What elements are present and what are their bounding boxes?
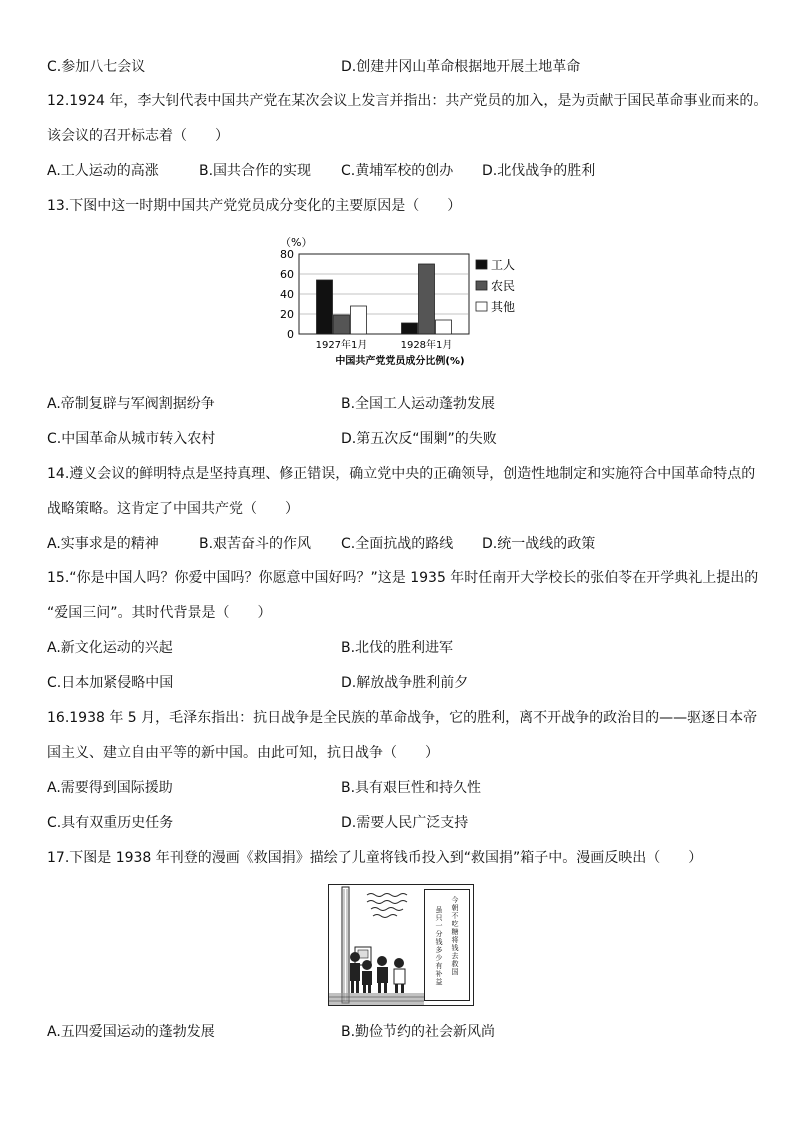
cartoon-text-col2: 虽只一分钱多少有补益	[435, 906, 443, 986]
q17-option-b: B.勤俭节约的社会新风尚	[341, 1024, 496, 1040]
q16-option-c: C.具有双重历史任务	[47, 815, 174, 831]
q11-option-c: C.参加八七会议	[47, 59, 146, 75]
chart-title: 中国共产党党员成分比例(%)	[335, 356, 465, 367]
y-tick-label: 80	[280, 248, 294, 261]
q15-option-c: C.日本加紧侵略中国	[47, 675, 174, 691]
q16-stem-line2: 国主义、建立自由平等的新中国。由此可知，抗日战争（ ）	[47, 745, 439, 761]
q15-option-b: B.北伐的胜利进军	[341, 640, 454, 656]
q12-option-a: A.工人运动的高涨	[47, 163, 159, 179]
bar-其他-1927年1月	[351, 306, 367, 334]
q15-stem-line2: “爱国三问”。其时代背景是（ ）	[47, 605, 272, 621]
q12-stem-line2: 该会议的召开标志着（ ）	[47, 128, 229, 144]
q11-option-d: D.创建井冈山革命根据地开展土地革命	[341, 59, 581, 75]
q13-option-c: C.中国革命从城市转入农村	[47, 431, 216, 447]
party-membership-chart	[270, 230, 530, 370]
q17-stem: 17.下图是 1938 年刊登的漫画《救国捐》描绘了儿童将钱币投入到“救国捐”箱子中。漫画反映出（ ）	[47, 850, 703, 866]
legend-swatch	[476, 260, 487, 269]
y-tick-label: 60	[280, 268, 294, 281]
q15-option-d: D.解放战争胜利前夕	[341, 675, 469, 691]
y-tick-label: 0	[287, 328, 294, 341]
x-tick-label: 1927年1月	[315, 340, 368, 351]
q14-option-d: D.统一战线的政策	[482, 536, 596, 552]
q14-option-a: A.实事求是的精神	[47, 536, 159, 552]
chart-ylabel: （%）	[280, 236, 313, 249]
q13-option-a: A.帝制复辟与军阀割据纷争	[47, 396, 215, 412]
cartoon-text-col1: 今朝不吃糖将钱去救国	[451, 896, 459, 976]
y-tick-label: 40	[280, 288, 294, 301]
q16-option-b: B.具有艰巨性和持久性	[341, 780, 482, 796]
q14-stem-line1: 14.遵义会议的鲜明特点是坚持真理、修正错误，确立党中央的正确领导，创造性地制定和实施符合中国革命特点的	[47, 466, 756, 482]
cartoon-drawing	[329, 885, 424, 1005]
y-tick-label: 20	[280, 308, 294, 321]
bar-其他-1928年1月	[436, 320, 452, 334]
bar-工人-1928年1月	[402, 323, 418, 334]
q13-option-d: D.第五次反“围剿”的失败	[341, 431, 497, 447]
donation-cartoon-image	[328, 884, 474, 1006]
bar-农民-1928年1月	[419, 264, 435, 334]
bar-工人-1927年1月	[317, 280, 333, 334]
q15-stem-line1: 15.“你是中国人吗？你爱中国吗？你愿意中国好吗？”这是 1935 年时任南开大学校长的张伯苓在开学典礼上提出的	[47, 570, 759, 586]
q12-option-c: C.黄埔军校的创办	[341, 163, 454, 179]
q14-option-b: B.艰苦奋斗的作风	[199, 536, 312, 552]
q16-stem-line1: 16.1938 年 5 月，毛泽东指出：抗日战争是全民族的革命战争，它的胜利，离不开战争的政治目的——驱逐日本帝	[47, 710, 758, 726]
q12-stem-line1: 12.1924 年，李大钊代表中国共产党在某次会议上发言并指出：共产党员的加入，是为贡献于国民革命事业而来的。	[47, 93, 768, 109]
q13-stem: 13.下图中这一时期中国共产党党员成分变化的主要原因是（ ）	[47, 198, 462, 214]
q16-option-a: A.需要得到国际援助	[47, 780, 173, 796]
x-tick-label: 1928年1月	[400, 340, 453, 351]
q14-stem-line2: 战略策略。这肯定了中国共产党（ ）	[47, 501, 299, 517]
q16-option-d: D.需要人民广泛支持	[341, 815, 469, 831]
q13-option-b: B.全国工人运动蓬勃发展	[341, 396, 496, 412]
cartoon-speech-bubble	[424, 889, 470, 1001]
q12-option-d: D.北伐战争的胜利	[482, 163, 596, 179]
legend-label: 工人	[491, 258, 516, 272]
q17-option-a: A.五四爱国运动的蓬勃发展	[47, 1024, 215, 1040]
q12-option-b: B.国共合作的实现	[199, 163, 312, 179]
bar-农民-1927年1月	[334, 315, 350, 334]
legend-label: 其他	[491, 300, 516, 314]
legend-label: 农民	[491, 279, 516, 293]
q14-option-c: C.全面抗战的路线	[341, 536, 454, 552]
legend-swatch	[476, 302, 487, 311]
legend-swatch	[476, 281, 487, 290]
q15-option-a: A.新文化运动的兴起	[47, 640, 173, 656]
